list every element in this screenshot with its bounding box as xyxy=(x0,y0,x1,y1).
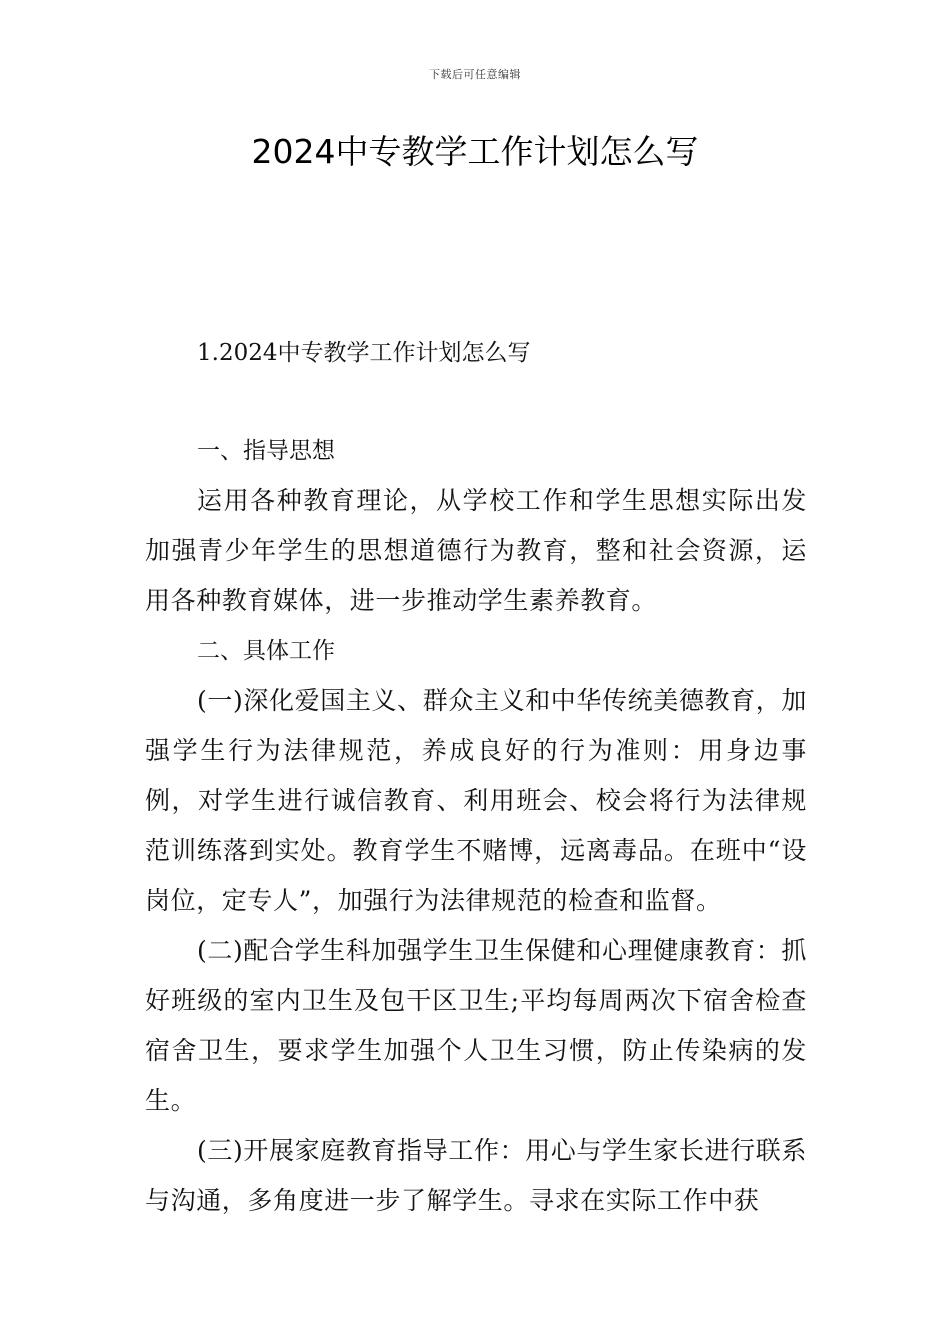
heading-guiding-ideology: 一、指导思想 xyxy=(197,438,335,464)
section-title: 1.2024中专教学工作计划怎么写 xyxy=(197,340,531,366)
paragraph-item-1: (一)深化爱国主义、群众主义和中华传统美德教育，加强学生行为法律规范，养成良好的行为准则：用身边事例，对学生进行诚信教育、利用班会、校会将行为法律规范训练落到实处。教育学生不赌博，远离毒品。在班中“设岗位，定专人”，加强行为法律规范的检查和监督。 xyxy=(145,686,807,915)
document-body xyxy=(145,426,807,1226)
document-title: 2024中专教学工作计划怎么写 xyxy=(251,132,699,171)
heading-specific-work: 二、具体工作 xyxy=(197,638,335,664)
paragraph-item-3: (三)开展家庭教育指导工作：用心与学生家长进行联系与沟通，多角度进一步了解学生。寻求在实际工作中获 xyxy=(145,1136,807,1215)
paragraph-guiding-ideology: 运用各种教育理论，从学校工作和学生思想实际出发加强青少年学生的思想道德行为教育，整和社会资源，运用各种教育媒体，进一步推动学生素养教育。 xyxy=(145,486,807,615)
paragraph-item-2: (二)配合学生科加强学生卫生保健和心理健康教育：抓好班级的室内卫生及包干区卫生;平均每周两次下宿舍检查宿舍卫生，要求学生加强个人卫生习惯，防止传染病的发生。 xyxy=(145,936,807,1115)
header-note: 下载后可任意编辑 xyxy=(429,68,521,81)
